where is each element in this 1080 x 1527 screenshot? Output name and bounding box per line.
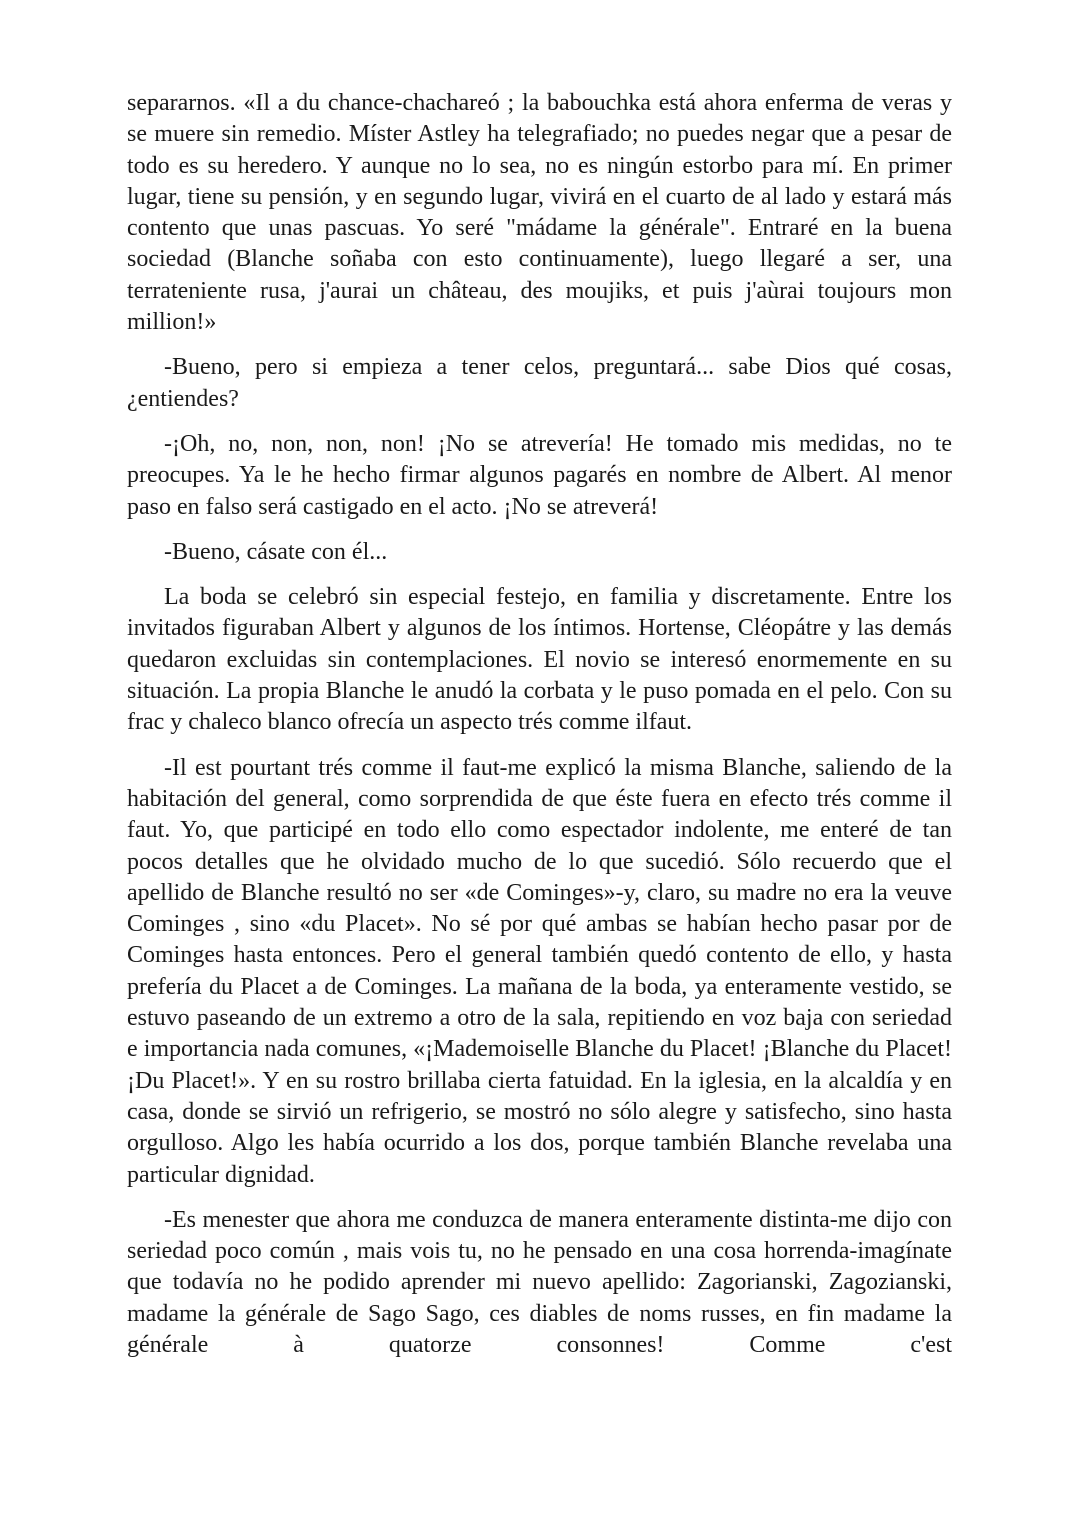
paragraph-wedding: La boda se celebró sin especial festejo, en familia y discretamente. Entre los invitados figuraban Albert y algunos de los íntimos. Hortense, Cléopátre y las demás quedaron excluidas sin contemplaciones. El novio se interesó enormemente en su situación. La propia Blanche le anudó la corbata y le puso pomada en el pelo. Con su frac y chaleco blanco ofrecía un aspecto trés comme ilfaut.: [127, 584, 952, 736]
paragraph-new-surname: -Es menester que ahora me conduzca de manera enteramente distinta-me dijo con seriedad poco común , mais vois tu, no he pensado en una cosa horrenda-imagínate que todavía no he podido aprender mi nuevo apellido: Zagorianski, Zagozianski, madame la générale de Sago Sago, ces diables de noms russes, en fin madame la générale à quatorze consonnes! Comme c'est: [127, 1206, 952, 1358]
paragraph-continuation: separarnos. «Il a du chance-chachareó ; la babouchka está ahora enferma de veras y se muere sin remedio. Míster Astley ha telegrafiado; no puedes negar que a pesar de todo es su heredero. Y aunque no lo sea, no es ningún estorbo para mí. En primer lugar, tiene su pensión, y en segundo lugar, vivirá en el cuarto de al lado y estará más contento que unas pascuas. Yo seré "mádame la générale". Entraré en la buena sociedad (Blanche soñaba con esto continuamente), luego llegaré a ser, una terrateniente rusa, j'aurai un château, des moujiks, et puis j'aùrai toujours mon million!»: [127, 90, 952, 336]
paragraph-dialogue-jealousy: -Bueno, pero si empieza a tener celos, preguntará... sabe Dios qué cosas, ¿entiendes?: [127, 354, 952, 412]
paragraph-dialogue-refusal: -¡Oh, no, non, non, non! ¡No se atrevería! He tomado mis medidas, no te preocupes. Ya le he hecho firmar algunos pagarés en nombre de Albert. Al menor paso en falso será castigado en el acto. ¡No se atreverá!: [127, 430, 952, 520]
paragraph-comme-il-faut: -Il est pourtant trés comme il faut-me explicó la misma Blanche, saliendo de la habitación del general, como sorprendida de que éste fuera en efecto trés comme il faut. Yo, que participé en todo ello como espectador indolente, me enteré de tan pocos detalles que he olvidado mucho de lo que sucedió. Sólo recuerdo que el apellido de Blanche resultó no ser «de Cominges»-y, claro, su madre no era la veuve Cominges , sino «du Placet». No sé por qué ambas se habían hecho pasar por de Cominges hasta entonces. Pero el general también quedó contento de ello, y hasta prefería du Placet a de Cominges. La mañana de la boda, ya enteramente vestido, se estuvo paseando de un extremo a otro de la sala, repitiendo en voz baja con seriedad e importancia nada comunes, «¡Mademoiselle Blanche du Placet! ¡Blanche du Placet! ¡Du Placet!». Y en su rostro brillaba cierta fatuidad. En la iglesia, en la alcaldía y en casa, donde se sirvió un refrigerio, se mostró no sólo alegre y satisfecho, sino hasta orgulloso. Algo les había ocurrido a los dos, porque también Blanche revelaba una particular dignidad.: [127, 754, 952, 1188]
paragraph-dialogue-marry: -Bueno, cásate con él...: [164, 538, 388, 565]
document-page: [127, 88, 952, 1375]
